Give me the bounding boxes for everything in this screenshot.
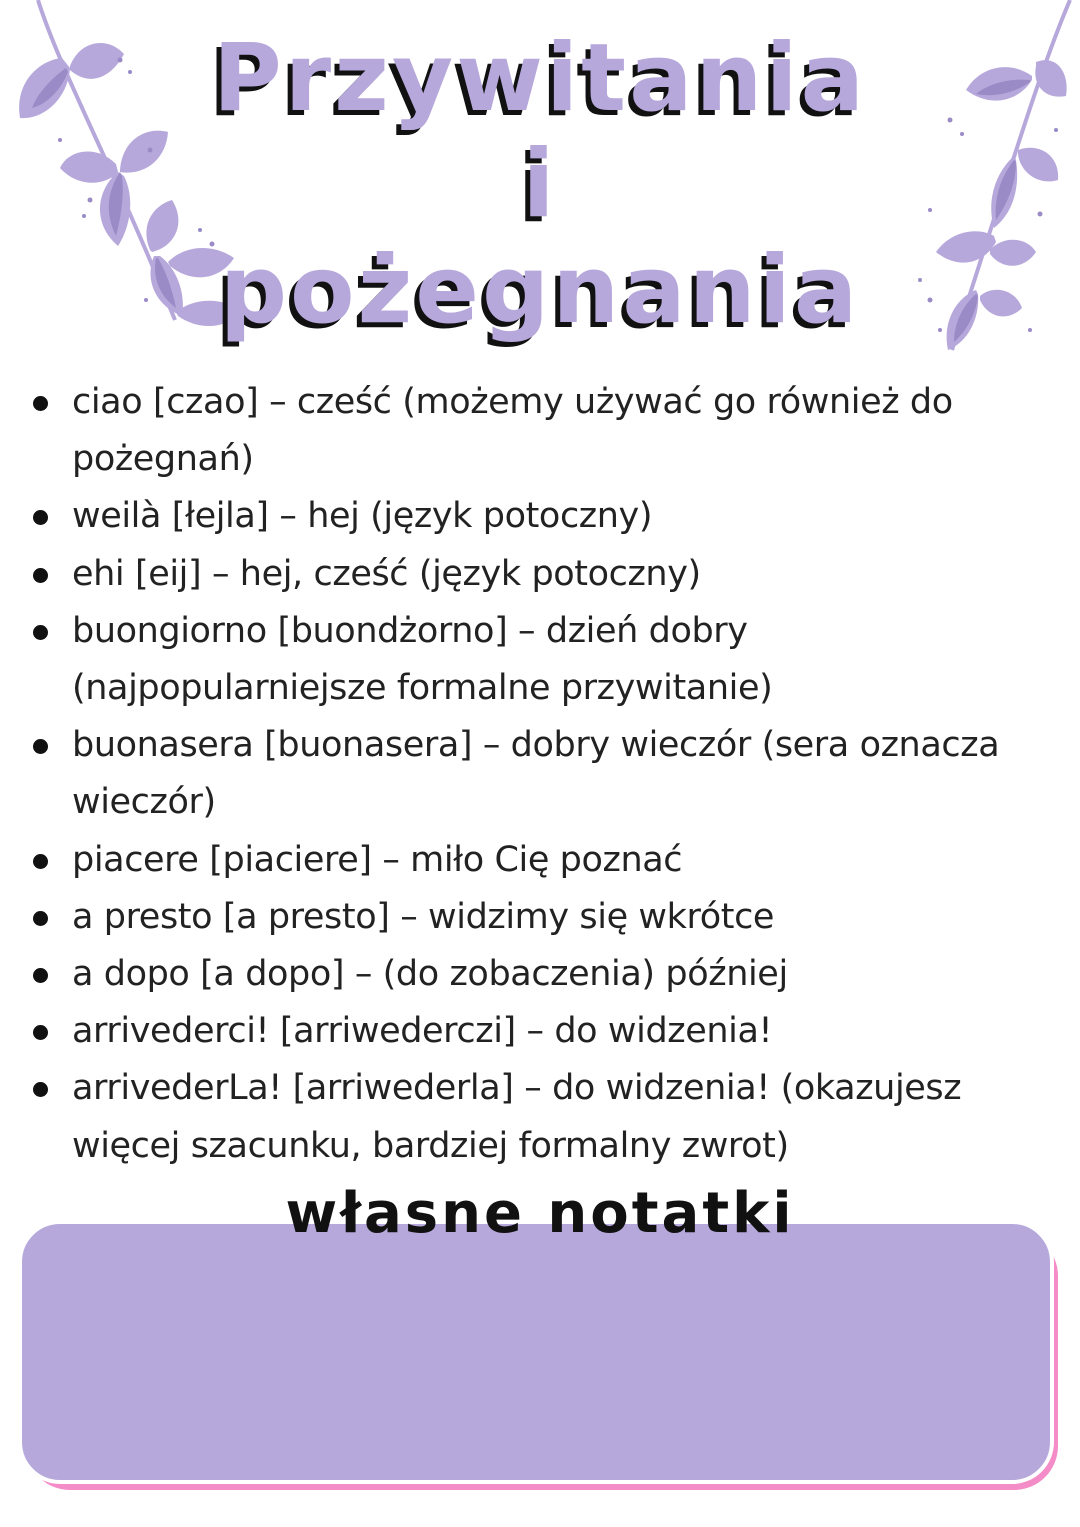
page-title	[180, 26, 900, 344]
notes-heading: własne notatki	[285, 1181, 795, 1246]
bullet-icon	[33, 625, 48, 640]
list-item-text: buongiorno [buondżorno] – dzień dobry (najpopularniejsze formalne przywitanie)	[72, 610, 773, 709]
list-item	[0, 946, 1080, 1003]
bullet-icon	[33, 968, 48, 983]
bullet-icon	[33, 1082, 48, 1097]
page-title-line-2: pożegnania	[219, 236, 861, 345]
list-item	[0, 546, 1080, 603]
list-item	[0, 832, 1080, 889]
bullet-icon	[33, 911, 48, 926]
vocabulary-list	[0, 374, 1080, 1175]
bullet-icon	[33, 396, 48, 411]
list-item	[0, 603, 1080, 717]
list-item-text: a dopo [a dopo] – (do zobaczenia) później	[72, 954, 788, 995]
list-item-text: buonasera [buonasera] – dobry wieczór (sera oznacza wieczór)	[72, 725, 1000, 823]
notes-box[interactable]	[18, 1220, 1054, 1484]
leaf-branch-right-icon	[890, 0, 1080, 370]
page-title-line-1: Przywitania i	[212, 24, 868, 239]
list-item-text: arrivederci! [arriwederczi] – do widzenia!	[72, 1011, 773, 1052]
list-item-text: piacere [piaciere] – miło Cię poznać	[72, 839, 683, 880]
list-item	[0, 889, 1080, 946]
bullet-icon	[33, 854, 48, 869]
list-item	[0, 1060, 1080, 1174]
list-item-text: ciao [czao] – cześć (możemy używać go również do pożegnań)	[72, 382, 953, 480]
list-item-text: arrivederLa! [arriwederla] – do widzenia! (okazujesz więcej szacunku, bardziej formalny zwrot)	[72, 1068, 962, 1166]
bullet-icon	[33, 739, 48, 754]
list-item	[0, 488, 1080, 545]
list-item	[0, 374, 1080, 488]
bullet-icon	[33, 1025, 48, 1040]
bullet-icon	[33, 510, 48, 525]
bullet-icon	[33, 568, 48, 583]
list-item	[0, 1003, 1080, 1060]
list-item	[0, 717, 1080, 831]
list-item-text: weilà [łejla] – hej (język potoczny)	[72, 496, 653, 537]
list-item-text: a presto [a presto] – widzimy się wkrótce	[72, 896, 775, 937]
list-item-text: ehi [eij] – hej, cześć (język potoczny)	[72, 553, 701, 594]
